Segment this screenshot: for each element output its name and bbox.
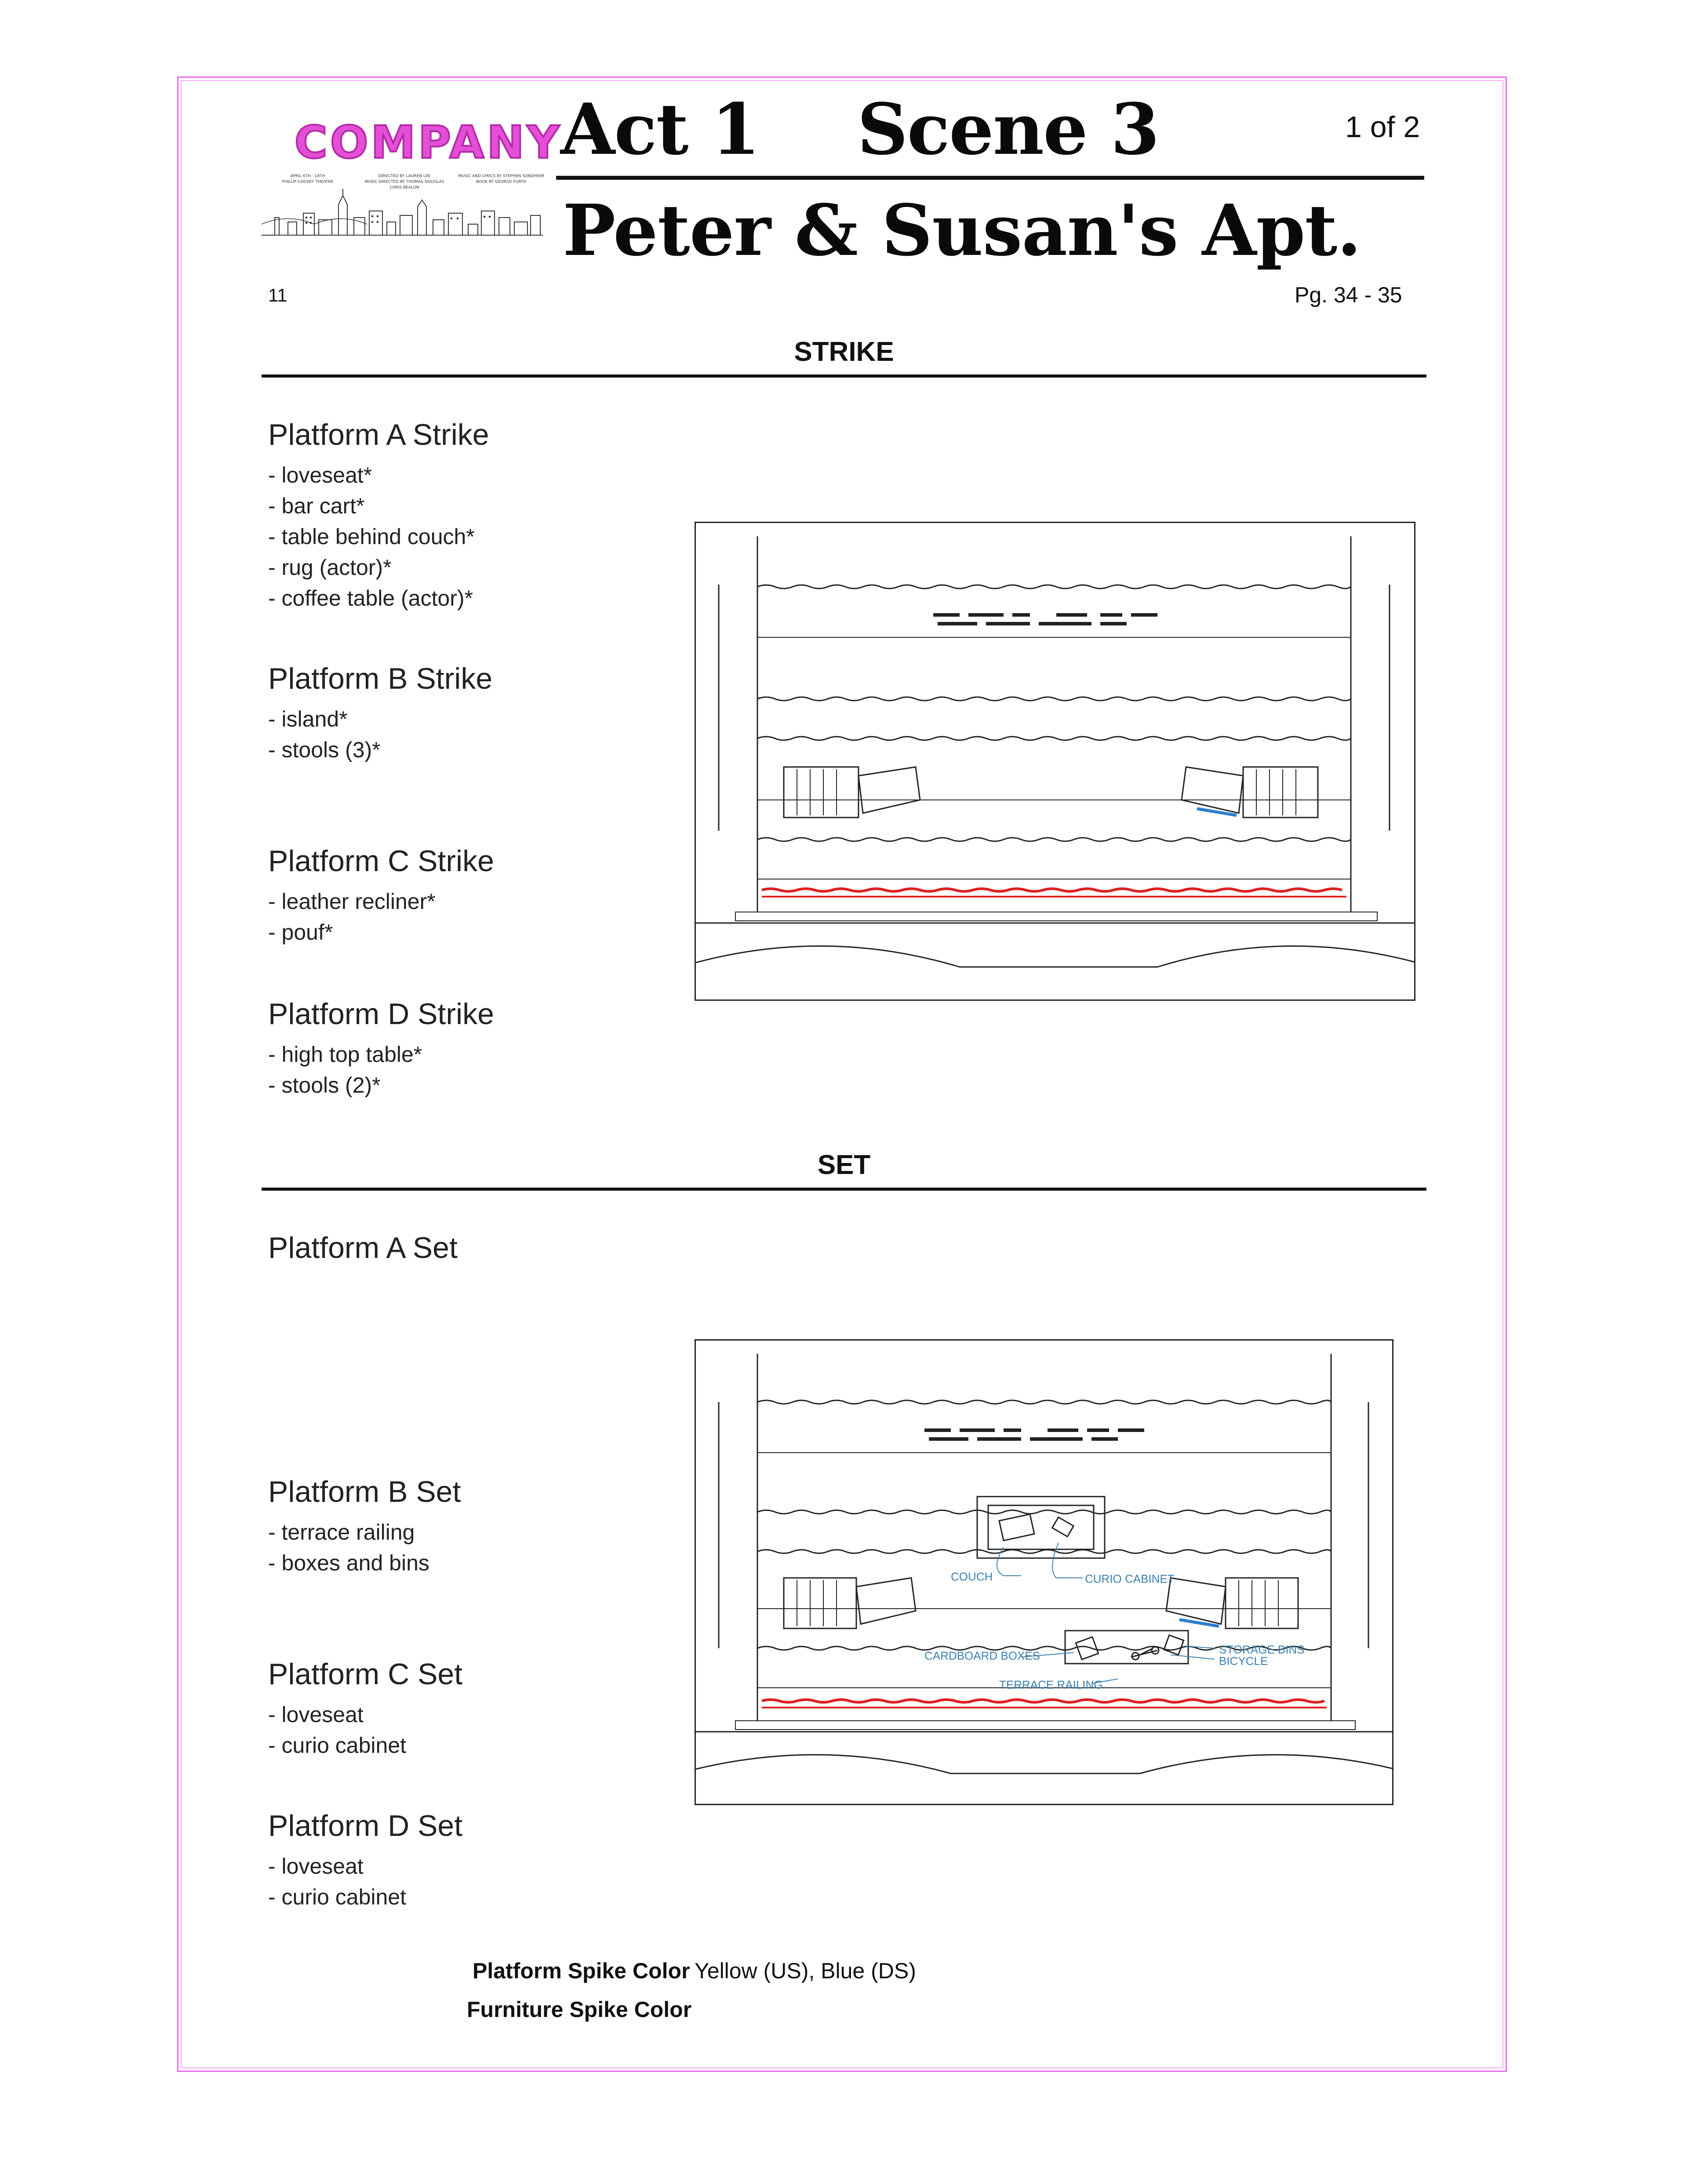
list-item: - rug (actor)* [268, 555, 392, 580]
platform-d-set-title: Platform D Set [268, 1809, 463, 1842]
list-item: - stools (2)* [268, 1073, 381, 1097]
platform-spike-value: Yellow (US), Blue (DS) [695, 1959, 916, 1983]
list-item: - curio cabinet [268, 1885, 407, 1909]
platform-a-strike [268, 418, 489, 614]
title-divider [556, 176, 1424, 180]
page-of-count: 1 of 2 [1345, 110, 1420, 144]
platform-spike-label: Platform Spike Color [473, 1959, 690, 1983]
platform-c-strike-title: Platform C Strike [268, 844, 494, 878]
strike-ground-plan [695, 522, 1415, 1001]
list-item: - terrace railing [268, 1520, 415, 1544]
act-title: Act 1 [560, 88, 760, 171]
couch-label: COUCH [951, 1570, 993, 1583]
cardboard-boxes-label: CARDBOARD BOXES [924, 1649, 1040, 1662]
platform-a-set [268, 1231, 458, 1265]
list-item: - loveseat* [268, 463, 372, 487]
platform-a-strike-title: Platform A Strike [268, 418, 489, 451]
list-item: - coffee table (actor)* [268, 586, 473, 611]
strike-plan-drawing [696, 523, 1415, 1001]
furniture-spike-label: Furniture Spike Color [467, 1997, 692, 2022]
company-logo-wordmark: COMPANY [295, 116, 562, 169]
list-item: - curio cabinet [268, 1733, 407, 1758]
platform-d-strike [268, 997, 494, 1101]
list-item: - island* [268, 707, 348, 731]
set-divider [262, 1188, 1426, 1191]
list-item: - boxes and bins [268, 1551, 429, 1575]
list-item: - stools (3)* [268, 738, 381, 762]
scene-title: Scene 3 [857, 88, 1159, 171]
page-number: 11 [268, 285, 287, 305]
set-plan-drawing [696, 1341, 1393, 1805]
location-title: Peter & Susan's Apt. [563, 189, 1361, 272]
platform-b-strike-title: Platform B Strike [268, 662, 493, 695]
list-item: - bar cart* [268, 494, 365, 518]
list-item: - leather recliner* [268, 889, 436, 914]
list-item: - high top table* [268, 1042, 422, 1067]
set-ground-plan [695, 1339, 1393, 1805]
list-item: - pouf* [268, 920, 333, 945]
platform-d-strike-title: Platform D Strike [268, 997, 494, 1031]
skyline-illustration [262, 187, 543, 237]
platform-c-set [268, 1657, 462, 1761]
list-item: - loveseat [268, 1854, 364, 1879]
list-item: - loveseat [268, 1702, 364, 1727]
logo-credit-authors: MUSIC AND LYRICS BY STEPHEN SONDHEIM BOOK BY GEORGE FURTH [458, 174, 544, 184]
terrace-railing-label: TERRACE RAILING [999, 1678, 1103, 1691]
strike-divider [262, 374, 1426, 378]
script-pages: Pg. 34 - 35 [1295, 283, 1402, 307]
curio-cabinet-label: CURIO CABINET [1085, 1572, 1175, 1585]
platform-b-strike [268, 661, 492, 765]
strike-heading: STRIKE [794, 337, 894, 367]
platform-b-set-title: Platform B Set [268, 1475, 461, 1508]
platform-c-strike [268, 844, 494, 948]
list-item: - table behind couch* [268, 524, 475, 549]
logo-credit-direction: DIRECTED BY LAUREN LEE MUSIC DIRECTED BY THOMAS DOUGLAS CHRIS BEALON [364, 174, 444, 190]
set-heading: SET [817, 1150, 871, 1180]
platform-b-set [268, 1475, 461, 1578]
platform-a-set-title: Platform A Set [268, 1231, 458, 1265]
platform-c-set-title: Platform C Set [268, 1657, 463, 1691]
storage-bins-label: STORAGE BINS [1219, 1643, 1305, 1656]
logo-credit-dates: APRIL 6TH - 18TH PHILLIP CHOSKY THEATRE [282, 174, 334, 184]
platform-d-set [268, 1809, 462, 1912]
bicycle-label: BICYCLE [1219, 1654, 1268, 1668]
